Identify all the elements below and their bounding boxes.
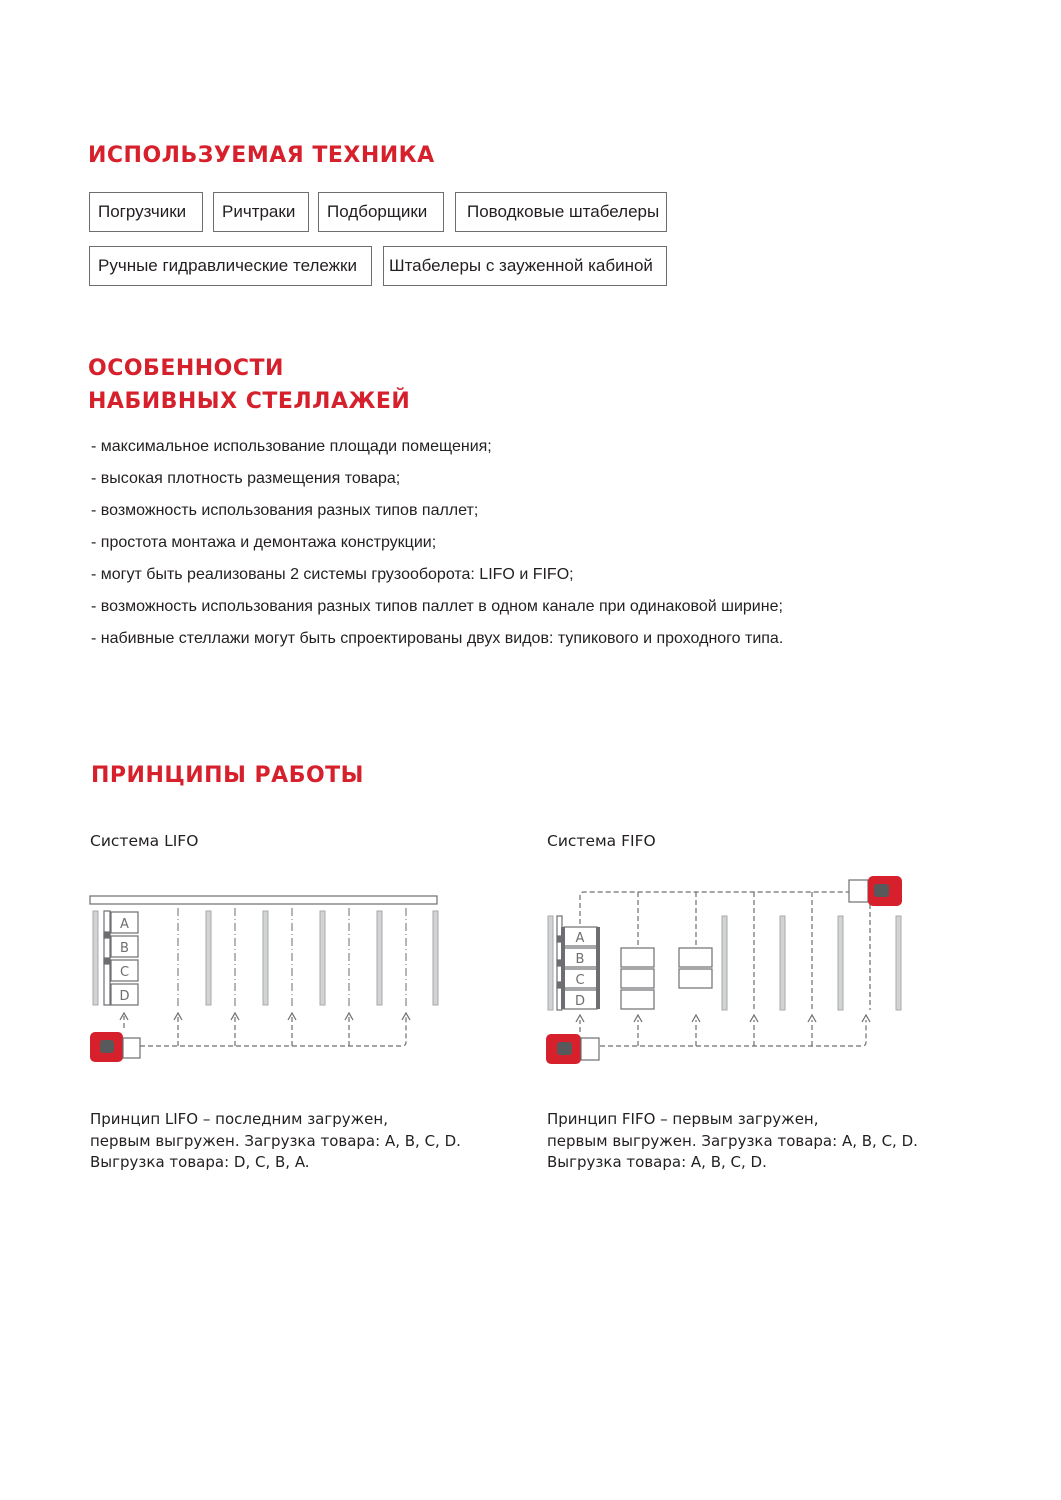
features-list — [91, 431, 783, 655]
lifo-rack-post — [104, 911, 110, 1005]
lifo-pallet-label: D — [119, 989, 130, 1004]
equipment-heading: ИСПОЛЬЗУЕМАЯ ТЕХНИКА — [88, 143, 435, 168]
lifo-desc-line: Выгрузка товара: D, C, B, A. — [90, 1153, 310, 1171]
feature-item: - простота монтажа и демонтажа конструкции; — [91, 534, 437, 551]
feature-item: - максимальное использование площади помещения; — [91, 438, 492, 455]
fifo-rail — [896, 916, 901, 1010]
fifo-rail — [722, 916, 727, 1010]
feature-item: - высокая плотность размещения товара; — [91, 470, 401, 487]
fifo-rail — [780, 916, 785, 1010]
tag-forklifts: Погрузчики — [89, 192, 203, 232]
features-heading-line1: ОСОБЕННОСТИ — [88, 356, 284, 381]
fifo-arrow-heads — [576, 1015, 870, 1022]
fifo-forklift-top-icon — [849, 876, 902, 906]
fifo-pallet-label: C — [575, 973, 585, 988]
tag-narrow-cab-stackers: Штабелеры с зауженной кабиной — [383, 246, 667, 286]
feature-item: - возможность использования разных типов паллет; — [91, 502, 479, 519]
tag-hand-pallet-trucks: Ручные гидравлические тележки — [89, 246, 372, 286]
fifo-desc-line: первым выгружен. Загрузка товара: A, B, C, D. — [547, 1131, 918, 1150]
fifo-pallet-label: A — [575, 931, 585, 946]
fifo-desc-line: Выгрузка товара: A, B, C, D. — [547, 1153, 767, 1171]
lifo-top-beam — [90, 896, 437, 904]
lifo-route — [124, 1016, 406, 1046]
fifo-desc-line: Принцип FIFO – первым загружен, — [547, 1110, 819, 1128]
fifo-diagram — [540, 872, 910, 1072]
lifo-label: Система LIFO — [90, 832, 199, 850]
fifo-forklift-bottom-icon — [546, 1034, 599, 1064]
fifo-rail — [838, 916, 843, 1010]
lifo-arrow-heads — [120, 1013, 410, 1020]
lifo-diagram — [80, 888, 450, 1068]
fifo-pallet-label: D — [574, 994, 586, 1009]
fifo-pallet-label: B — [575, 952, 585, 967]
fifo-rail — [548, 916, 553, 1010]
lifo-pallet-label: A — [120, 917, 129, 932]
lifo-desc-line: первым выгружен. Загрузка товара: A, B, C, D. — [90, 1131, 461, 1150]
features-heading-line2: НАБИВНЫХ СТЕЛЛАЖЕЙ — [88, 389, 411, 414]
lifo-rail — [206, 911, 211, 1005]
fifo-bottom-route — [580, 1020, 866, 1046]
lifo-desc-line: Принцип LIFO – последним загружен, — [90, 1110, 388, 1128]
tag-order-pickers: Подборщики — [318, 192, 444, 232]
lifo-rail — [263, 911, 268, 1005]
feature-item: - могут быть реализованы 2 системы грузооборота: LIFO и FIFO; — [91, 566, 574, 583]
lifo-rails — [93, 911, 438, 1005]
tag-walkie-stackers: Поводковые штабелеры — [455, 192, 667, 232]
lifo-rail — [377, 911, 382, 1005]
fifo-description — [547, 1109, 918, 1174]
lifo-rail — [433, 911, 438, 1005]
lifo-lane-lines — [178, 908, 406, 1006]
lifo-rail — [93, 911, 98, 1005]
feature-item: - возможность использования разных типов паллет в одном канале при одинаковой ширине; — [91, 598, 783, 615]
fifo-rails — [548, 916, 901, 1010]
fifo-label: Система FIFO — [547, 832, 656, 850]
lifo-pallet-label: C — [119, 965, 130, 980]
lifo-description — [90, 1109, 461, 1174]
tag-reach-trucks: Ричтраки — [213, 192, 309, 232]
fifo-empty-pallets — [621, 948, 712, 1009]
lifo-forklift-icon — [90, 1032, 140, 1062]
feature-item: - набивные стеллажи могут быть спроектированы двух видов: тупикового и проходного типа. — [91, 630, 784, 647]
lifo-rail — [320, 911, 325, 1005]
principles-heading: ПРИНЦИПЫ РАБОТЫ — [91, 763, 364, 788]
lifo-pallet-label: B — [120, 941, 129, 956]
